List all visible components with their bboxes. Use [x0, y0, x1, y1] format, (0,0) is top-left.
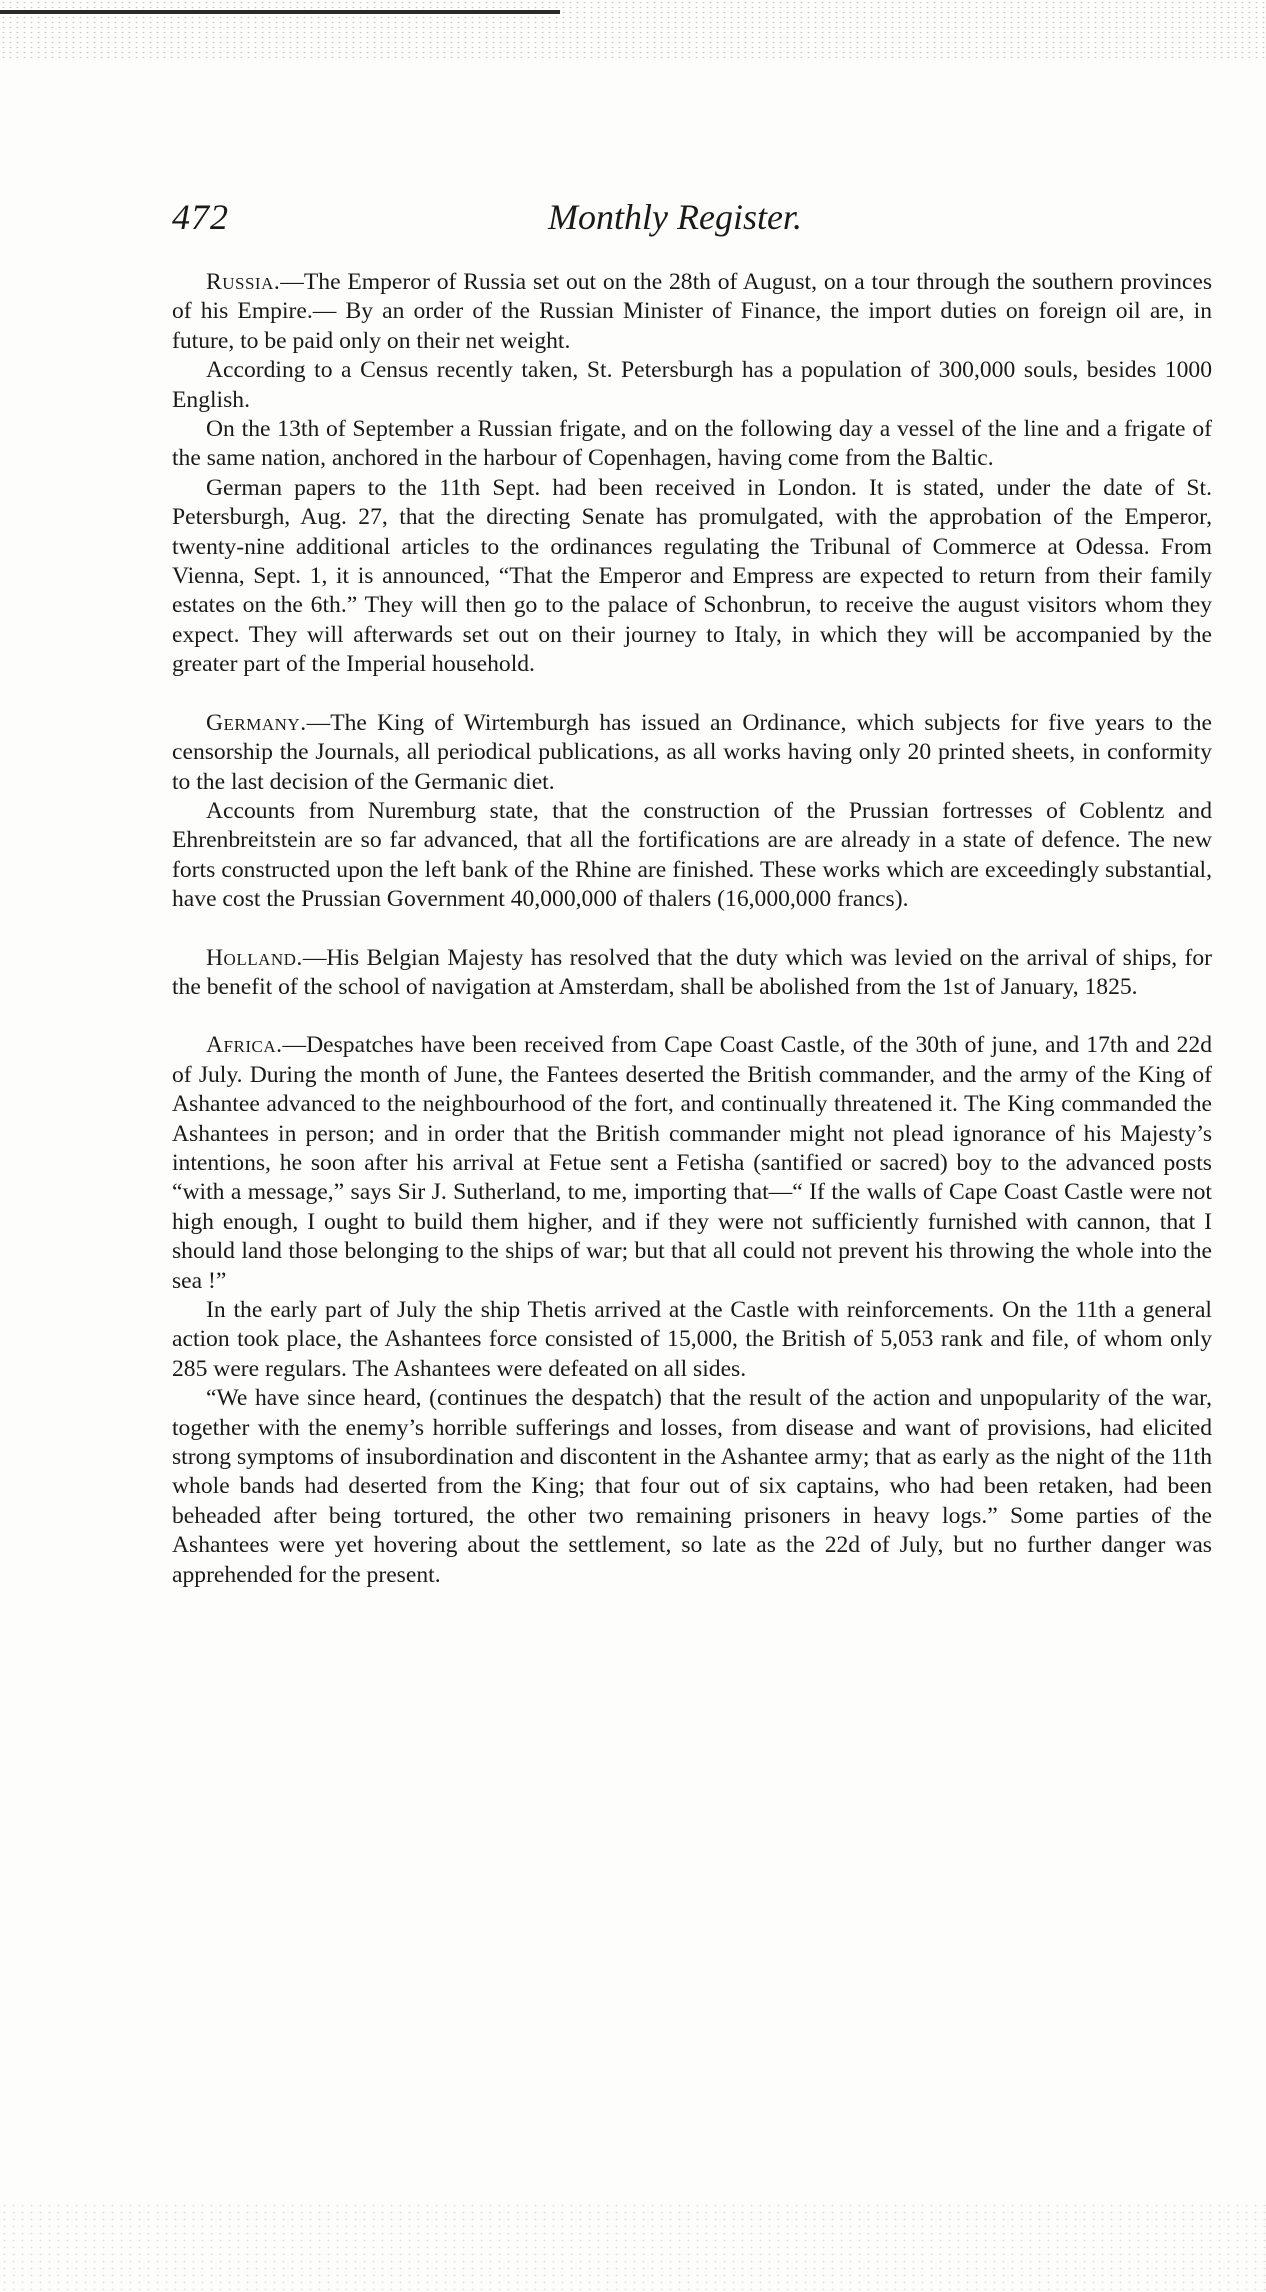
paragraph-text: German papers to the 11th Sept. had been received in London. It is stated, under the date of St. Petersburgh, Aug. 27, that the directing Senate has promulgated, with the approbation of the Emperor, twenty-nine additional articles to the ordinances regulating the Tribunal of Commerce at Odessa. From Vienna, Sept. 1, it is announced, “That the Emperor and Empress are expected to return from their family estates on the 6th.” They will then go to the palace of Schonbrun, to receive the august visitors whom they expect. They will afterwards set out on their journey to Italy, in which they will be accompanied by the greater part of the Imperial household. [172, 474, 1212, 678]
paragraph-africa [172, 1031, 1212, 1296]
section-lead-germany: Germany. [206, 709, 307, 736]
article-body [172, 268, 1212, 1590]
paragraph-nuremburg [172, 797, 1212, 915]
paragraph-text: —His Belgian Majesty has resolved that the duty which was levied on the arrival of ships, for the benefit of the school of navigation at Amsterdam, shall be abolished from the 1st of January, 1825. [172, 944, 1212, 1000]
paragraph-frigate [172, 415, 1212, 474]
paragraph-text: —The King of Wirtemburgh has issued an Ordinance, which subjects for five years to the censorship the Journals, all periodical publications, as all works having only 20 printed sheets, in conformity to the last decision of the Germanic diet. [172, 709, 1212, 795]
paragraph-text: In the early part of July the ship Thetis arrived at the Castle with reinforcements. On the 11th a general action took place, the Ashantees force consisted of 15,000, the British of 5,053 rank and file, of whom only 285 were regulars. The Ashantees were defeated on all sides. [172, 1297, 1212, 1382]
paragraph-russia [172, 268, 1212, 356]
paragraph-holland [172, 944, 1212, 1003]
paragraph-text: —Despatches have been received from Cape Coast Castle, of the 30th of june, and 17th and 22d of July. During the month of June, the Fantees deserted the British commander, and the army of the King of Ashantee advanced to the neighbourhood of the fort, and continually threatened it. The King commanded the Ashantees in person; and in order that the British commander might not plead ignorance of his Majesty’s intentions, he soon after his arrival at Fetue sent a Fetisha (santified or sacred) boy to the advanced posts “with a message,” says Sir J. Sutherland, to me, importing that—“ If the walls of Cape Coast Castle were not high enough, I ought to build them higher, and if they were not sufficiently furnished with cannon, that I should land those belonging to the ships of war; but that all could not prevent his throwing the whole into the sea !” [172, 1032, 1212, 1294]
paragraph-german-papers [172, 474, 1212, 680]
paragraph-text: —The Emperor of Russia set out on the 28th of August, on a tour through the southern provinces of his Empire.— By an order of the Russian Minister of Finance, the import duties on foreign oil are, in future, to be paid only on their net weight. [172, 269, 1212, 354]
paragraph-despatch [172, 1384, 1212, 1590]
bottom-noise [0, 2202, 1266, 2292]
paragraph-text: Accounts from Nuremburg state, that the construction of the Prussian fortresses of Coblentz and Ehrenbreitstein are so far advanced, that all the fortifications are are already in a state of defence. The new forts constructed upon the left bank of the Rhine are finished. These works which are exceedingly substantial, have cost the Prussian Government 40,000,000 of thalers (16,000,000 francs). [172, 797, 1212, 913]
paragraph-census [172, 356, 1212, 415]
paragraph-text: “We have since heard, (continues the despatch) that the result of the action and unpopularity of the war, together with the enemy’s horrible sufferings and losses, from disease and want of provisions, had elicited strong symptoms of insubordination and discontent in the Ashantee army; that as early as the night of the 11th whole bands had deserted from the King; that four out of six captains, who had been retaken, had been beheaded after being tortured, the other two remaining prisoners in heavy logs.” Some parties of the Ashantees were yet hovering about the settlement, so late as the 22d of July, but no further danger was apprehended for the present. [172, 1385, 1212, 1588]
paragraph-text: On the 13th of September a Russian frigate, and on the following day a vessel of the line and a frigate of the same nation, anchored in the harbour of Copenhagen, having come from the Baltic. [172, 416, 1212, 472]
top-noise [0, 0, 1266, 60]
paragraph-thetis [172, 1296, 1212, 1384]
top-rule [0, 10, 560, 14]
page-number: 472 [172, 197, 229, 237]
paragraph-germany [172, 709, 1212, 797]
paragraph-text: According to a Census recently taken, St. Petersburgh has a population of 300,000 souls, besides 1000 English. [172, 357, 1212, 413]
running-title: Monthly Register. [548, 197, 802, 237]
page-header [172, 196, 1212, 246]
section-lead-africa: Africa. [206, 1032, 283, 1059]
section-lead-russia: Russia. [206, 269, 281, 295]
section-lead-holland: Holland. [206, 944, 303, 971]
